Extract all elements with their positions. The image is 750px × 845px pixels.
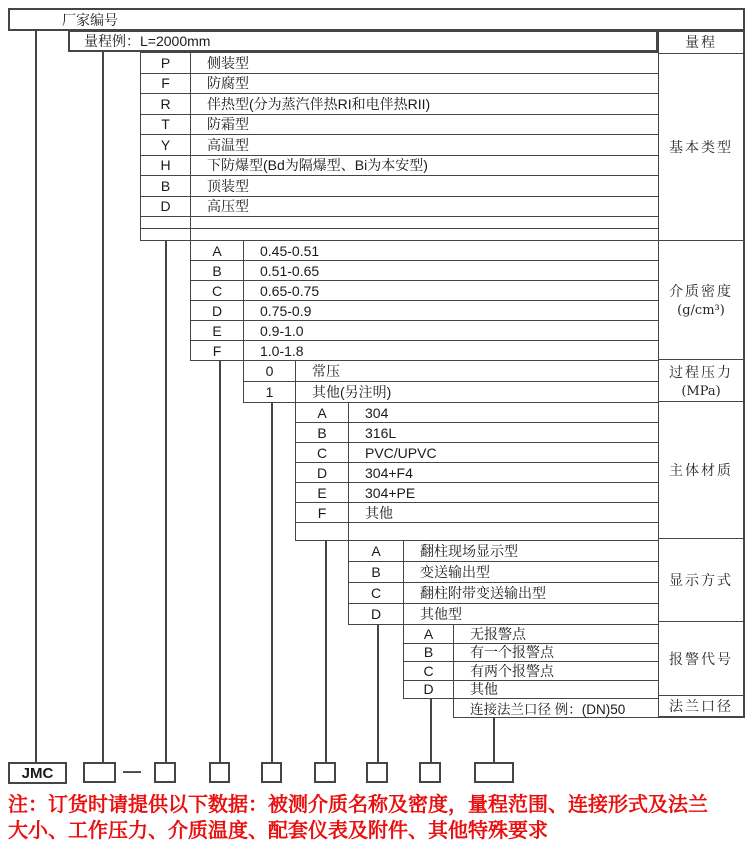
code-cell: B: [191, 261, 244, 280]
table-row: [349, 604, 658, 625]
connector-line-alarm: [430, 698, 432, 762]
basic-type-table: [140, 52, 658, 241]
desc-cell: 下防爆型(Bd为隔爆型、Bi为本安型): [207, 157, 428, 174]
code-cell: H: [141, 156, 191, 176]
code-cell: B: [296, 423, 349, 442]
code-cell: T: [141, 115, 191, 135]
table-row: [296, 443, 658, 463]
table-row: [349, 541, 658, 562]
density-table: [190, 240, 658, 361]
table-row: [404, 681, 658, 700]
manufacturer-code-label: 厂家编号: [62, 11, 118, 28]
desc-cell: 0.75-0.9: [260, 302, 312, 319]
side-label-basic-type: 基本类型: [659, 54, 743, 241]
flange-size-row: [453, 698, 658, 718]
desc-cell: 其他: [470, 681, 498, 698]
side-label-flange: 法兰口径: [669, 699, 733, 716]
table-row-empty: [141, 217, 658, 229]
desc-cell: 0.45-0.51: [260, 242, 320, 259]
desc-cell: 其他: [365, 504, 393, 521]
model-prefix-box: JMC: [8, 762, 67, 784]
code-box-flange: [474, 762, 514, 783]
connector-line-basic-type: [165, 240, 167, 762]
code-cell: D: [404, 681, 454, 699]
table-row: [141, 156, 658, 177]
table-row: [191, 241, 658, 261]
connector-line-manufacturer: [35, 30, 37, 762]
side-label-display: 显示方式: [659, 539, 743, 623]
code-box-display: [366, 762, 388, 783]
desc-cell: 0.65-0.75: [260, 282, 320, 299]
code-box-pressure: [261, 762, 282, 783]
table-row: [191, 341, 658, 361]
code-cell: 0: [244, 361, 296, 381]
side-label-density: 介质密度 (g/cm³): [659, 241, 743, 360]
desc-cell: 0.9-1.0: [260, 322, 304, 339]
code-cell: C: [349, 583, 404, 603]
desc-cell: 有两个报警点: [470, 662, 554, 679]
manufacturer-code-row: [8, 8, 745, 31]
code-cell: B: [141, 176, 191, 196]
table-row: [244, 361, 658, 382]
side-label-range: 量程: [659, 32, 743, 54]
table-row: [141, 197, 658, 218]
desc-cell: [191, 217, 658, 228]
code-cell: E: [296, 483, 349, 502]
desc-cell: 316L: [365, 424, 397, 441]
desc-cell: 高压型: [207, 198, 249, 215]
table-row: [296, 423, 658, 443]
desc-cell: 防霜型: [207, 116, 249, 133]
table-row: [141, 176, 658, 197]
table-row: [404, 662, 658, 681]
range-example-label: 量程例：L=2000mm: [84, 33, 211, 49]
order-note-line1: 注：订货时请提供以下数据：被测介质名称及密度，量程范围、连接形式及法兰: [8, 794, 708, 816]
desc-cell: 防腐型: [207, 75, 249, 92]
code-cell: A: [191, 241, 244, 260]
table-row: [296, 403, 658, 423]
desc-cell: [191, 229, 658, 240]
code-cell: A: [296, 403, 349, 422]
code-cell: D: [349, 604, 404, 624]
desc-cell: 304+F4: [365, 464, 413, 481]
desc-cell: 常压: [312, 363, 340, 379]
desc-cell: 翻柱现场显示型: [420, 543, 518, 559]
table-row: [141, 135, 658, 156]
connector-line-display: [377, 624, 379, 762]
code-box-alarm: [419, 762, 441, 783]
flange-size-text: 连接法兰口径 例：(DN)50: [470, 702, 626, 717]
connector-line-density: [219, 360, 221, 762]
table-row: [349, 562, 658, 583]
connector-line-material: [325, 540, 327, 762]
code-cell: R: [141, 94, 191, 114]
code-cell: A: [349, 541, 404, 561]
range-example-row: [68, 30, 658, 52]
table-row: [349, 583, 658, 604]
code-box-range: [83, 762, 116, 783]
code-cell: F: [191, 341, 244, 360]
desc-cell: 304: [365, 404, 389, 421]
desc-cell: 1.0-1.8: [260, 342, 304, 359]
code-cell: D: [296, 463, 349, 482]
code-cell: [296, 523, 349, 540]
code-cell: Y: [141, 135, 191, 155]
pressure-table: [243, 360, 658, 403]
table-row: [244, 382, 658, 403]
code-cell: E: [191, 321, 244, 340]
order-note: [8, 792, 748, 844]
code-cell: [141, 217, 191, 228]
side-label-alarm: 报警代号: [659, 622, 743, 696]
side-label-column: [658, 30, 745, 718]
code-cell: C: [191, 281, 244, 300]
table-row: [141, 94, 658, 115]
desc-cell: PVC/UPVC: [365, 444, 437, 461]
desc-cell: 其他型: [420, 606, 462, 622]
table-row: [191, 301, 658, 321]
side-label-material: 主体材质: [659, 402, 743, 539]
table-row: [404, 625, 658, 644]
code-cell: P: [141, 53, 191, 73]
code-cell: A: [404, 625, 454, 643]
code-cell: B: [404, 644, 454, 662]
connector-line-pressure: [271, 402, 273, 762]
code-cell: C: [404, 662, 454, 680]
desc-cell: 侧装型: [207, 54, 249, 71]
table-row: [296, 483, 658, 503]
alarm-code-table: [403, 624, 658, 699]
desc-cell: 0.51-0.65: [260, 262, 320, 279]
table-row-empty: [296, 523, 658, 541]
table-row: [191, 261, 658, 281]
code-box-density: [209, 762, 230, 783]
desc-cell: 其他(另注明): [312, 384, 392, 400]
side-label-pressure: 过程压力 (MPa): [659, 360, 743, 402]
desc-cell: 无报警点: [470, 625, 526, 642]
connector-line-flange: [493, 718, 495, 762]
material-table: [295, 402, 658, 541]
code-box-basic-type: [154, 762, 176, 783]
table-row: [191, 321, 658, 341]
table-row: [404, 644, 658, 663]
code-separator-dash: —: [123, 761, 141, 781]
desc-cell: 伴热型(分为蒸汽伴热RI和电伴热RII): [207, 95, 431, 112]
code-cell: 1: [244, 382, 296, 402]
code-cell: D: [141, 197, 191, 217]
table-row: [296, 503, 658, 523]
table-row: [141, 115, 658, 136]
order-note-line2: 大小、工作压力、介质温度、配套仪表及附件、其他特殊要求: [8, 820, 548, 842]
desc-cell: 高温型: [207, 136, 249, 153]
table-row: [191, 281, 658, 301]
table-row: [296, 463, 658, 483]
table-row: [141, 74, 658, 95]
code-cell: [141, 229, 191, 240]
code-box-material: [314, 762, 336, 783]
display-mode-table: [348, 540, 658, 625]
desc-cell: 翻柱附带变送输出型: [420, 585, 546, 601]
desc-cell: [349, 523, 658, 540]
desc-cell: 顶装型: [207, 177, 249, 194]
code-cell: C: [296, 443, 349, 462]
code-cell: B: [349, 562, 404, 582]
desc-cell: 变送输出型: [420, 564, 490, 580]
desc-cell: 有一个报警点: [470, 644, 554, 661]
code-cell: F: [296, 503, 349, 522]
table-row: [141, 53, 658, 74]
code-cell: F: [141, 74, 191, 94]
code-cell: D: [191, 301, 244, 320]
connector-line-range: [102, 52, 104, 762]
desc-cell: 304+PE: [365, 484, 416, 501]
